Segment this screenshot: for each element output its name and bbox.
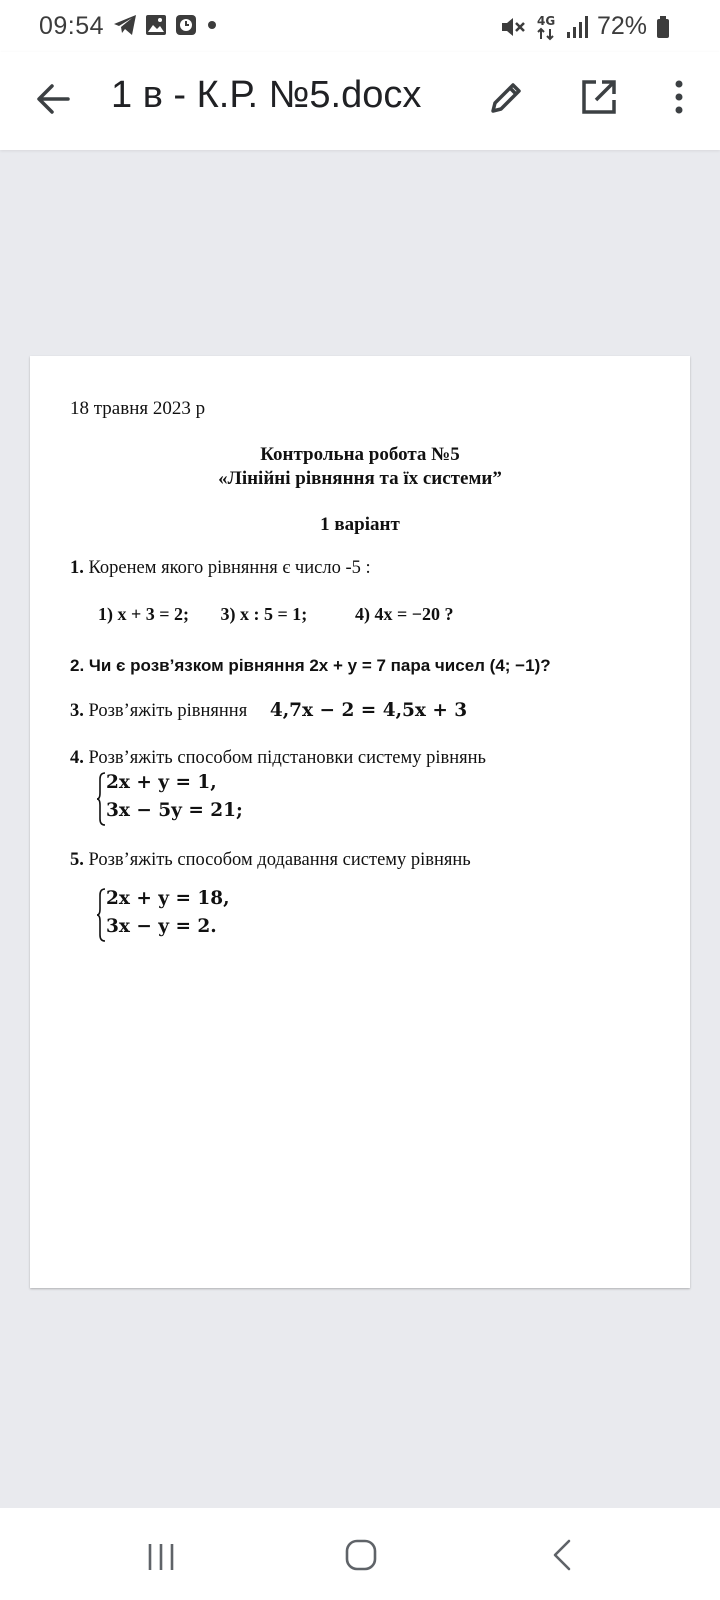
clock-app-icon — [175, 14, 197, 36]
question-1 — [70, 558, 371, 579]
question-3-text: Розв’яжіть рівняння — [83, 701, 248, 721]
question-5-number: 5. — [70, 850, 84, 870]
question-4-text: Розв’яжіть способом підстановки систему рівнянь — [83, 748, 486, 768]
question-2-text: Чи є розв’язком рівняння 2x + y = 7 пара чисел (4; −1)? — [88, 656, 551, 675]
question-2 — [70, 656, 551, 676]
question-1-text: Коренем якого рівняння є число -5 : — [83, 558, 371, 578]
question-4 — [70, 748, 486, 769]
question-3 — [70, 700, 467, 722]
dot-icon — [205, 14, 219, 36]
document-date: 18 травня 2023 р — [70, 398, 206, 419]
nav-back-icon[interactable] — [550, 1538, 574, 1572]
question-4-line1: 2x + y = 1, — [106, 772, 217, 793]
question-3-number: 3. — [70, 701, 84, 721]
question-2-number: 2. — [70, 656, 85, 675]
status-icons-right — [500, 12, 670, 41]
svg-text:4G: 4G — [536, 13, 556, 28]
question-3-equation: 4,7x − 2 = 4,5x + 3 — [269, 700, 468, 721]
battery-icon — [656, 15, 670, 39]
navigation-bar — [0, 1508, 720, 1600]
battery-percent: 72% — [596, 12, 647, 40]
option-4: 4) 4x = −20 ? — [355, 604, 454, 624]
question-4-number: 4. — [70, 748, 84, 768]
status-time: 09:54 — [39, 12, 105, 40]
question-4-system — [96, 772, 296, 832]
home-icon[interactable] — [344, 1538, 378, 1572]
question-5-line2: 3x − y = 2. — [106, 916, 217, 937]
question-1-number: 1. — [70, 558, 84, 578]
option-1: 1) x + 3 = 2; — [98, 604, 190, 624]
variant-label: 1 варіант — [320, 514, 400, 535]
document-heading-line1: Контрольна робота №5 — [260, 444, 460, 465]
question-5 — [70, 850, 471, 871]
question-4-line2: 3x − 5y = 21; — [106, 800, 243, 821]
document-page — [30, 356, 690, 1288]
option-3: 3) x : 5 = 1; — [220, 604, 308, 624]
edit-pencil-icon[interactable] — [484, 74, 530, 120]
gallery-icon — [145, 14, 167, 36]
open-external-icon[interactable] — [576, 74, 622, 120]
brace-icon — [96, 888, 106, 942]
document-heading-line2: «Лінійні рівняння та їх системи” — [218, 468, 502, 489]
mute-icon — [500, 15, 526, 39]
status-bar — [0, 0, 720, 52]
app-bar — [0, 52, 720, 150]
recent-apps-icon[interactable] — [146, 1542, 176, 1572]
document-title: 1 в - К.Р. №5.docx — [111, 74, 422, 116]
question-5-system — [96, 888, 296, 948]
question-1-options — [98, 604, 454, 625]
telegram-icon — [113, 14, 137, 36]
brace-icon — [96, 772, 106, 826]
question-5-line1: 2x + y = 18, — [106, 888, 230, 909]
signal-icon — [566, 15, 588, 39]
question-5-text: Розв’яжіть способом додавання систему рівнянь — [83, 850, 471, 870]
back-arrow-icon[interactable] — [30, 76, 76, 122]
status-icons-left — [113, 14, 219, 36]
4g-icon — [535, 13, 557, 41]
more-options-icon[interactable] — [664, 74, 694, 120]
